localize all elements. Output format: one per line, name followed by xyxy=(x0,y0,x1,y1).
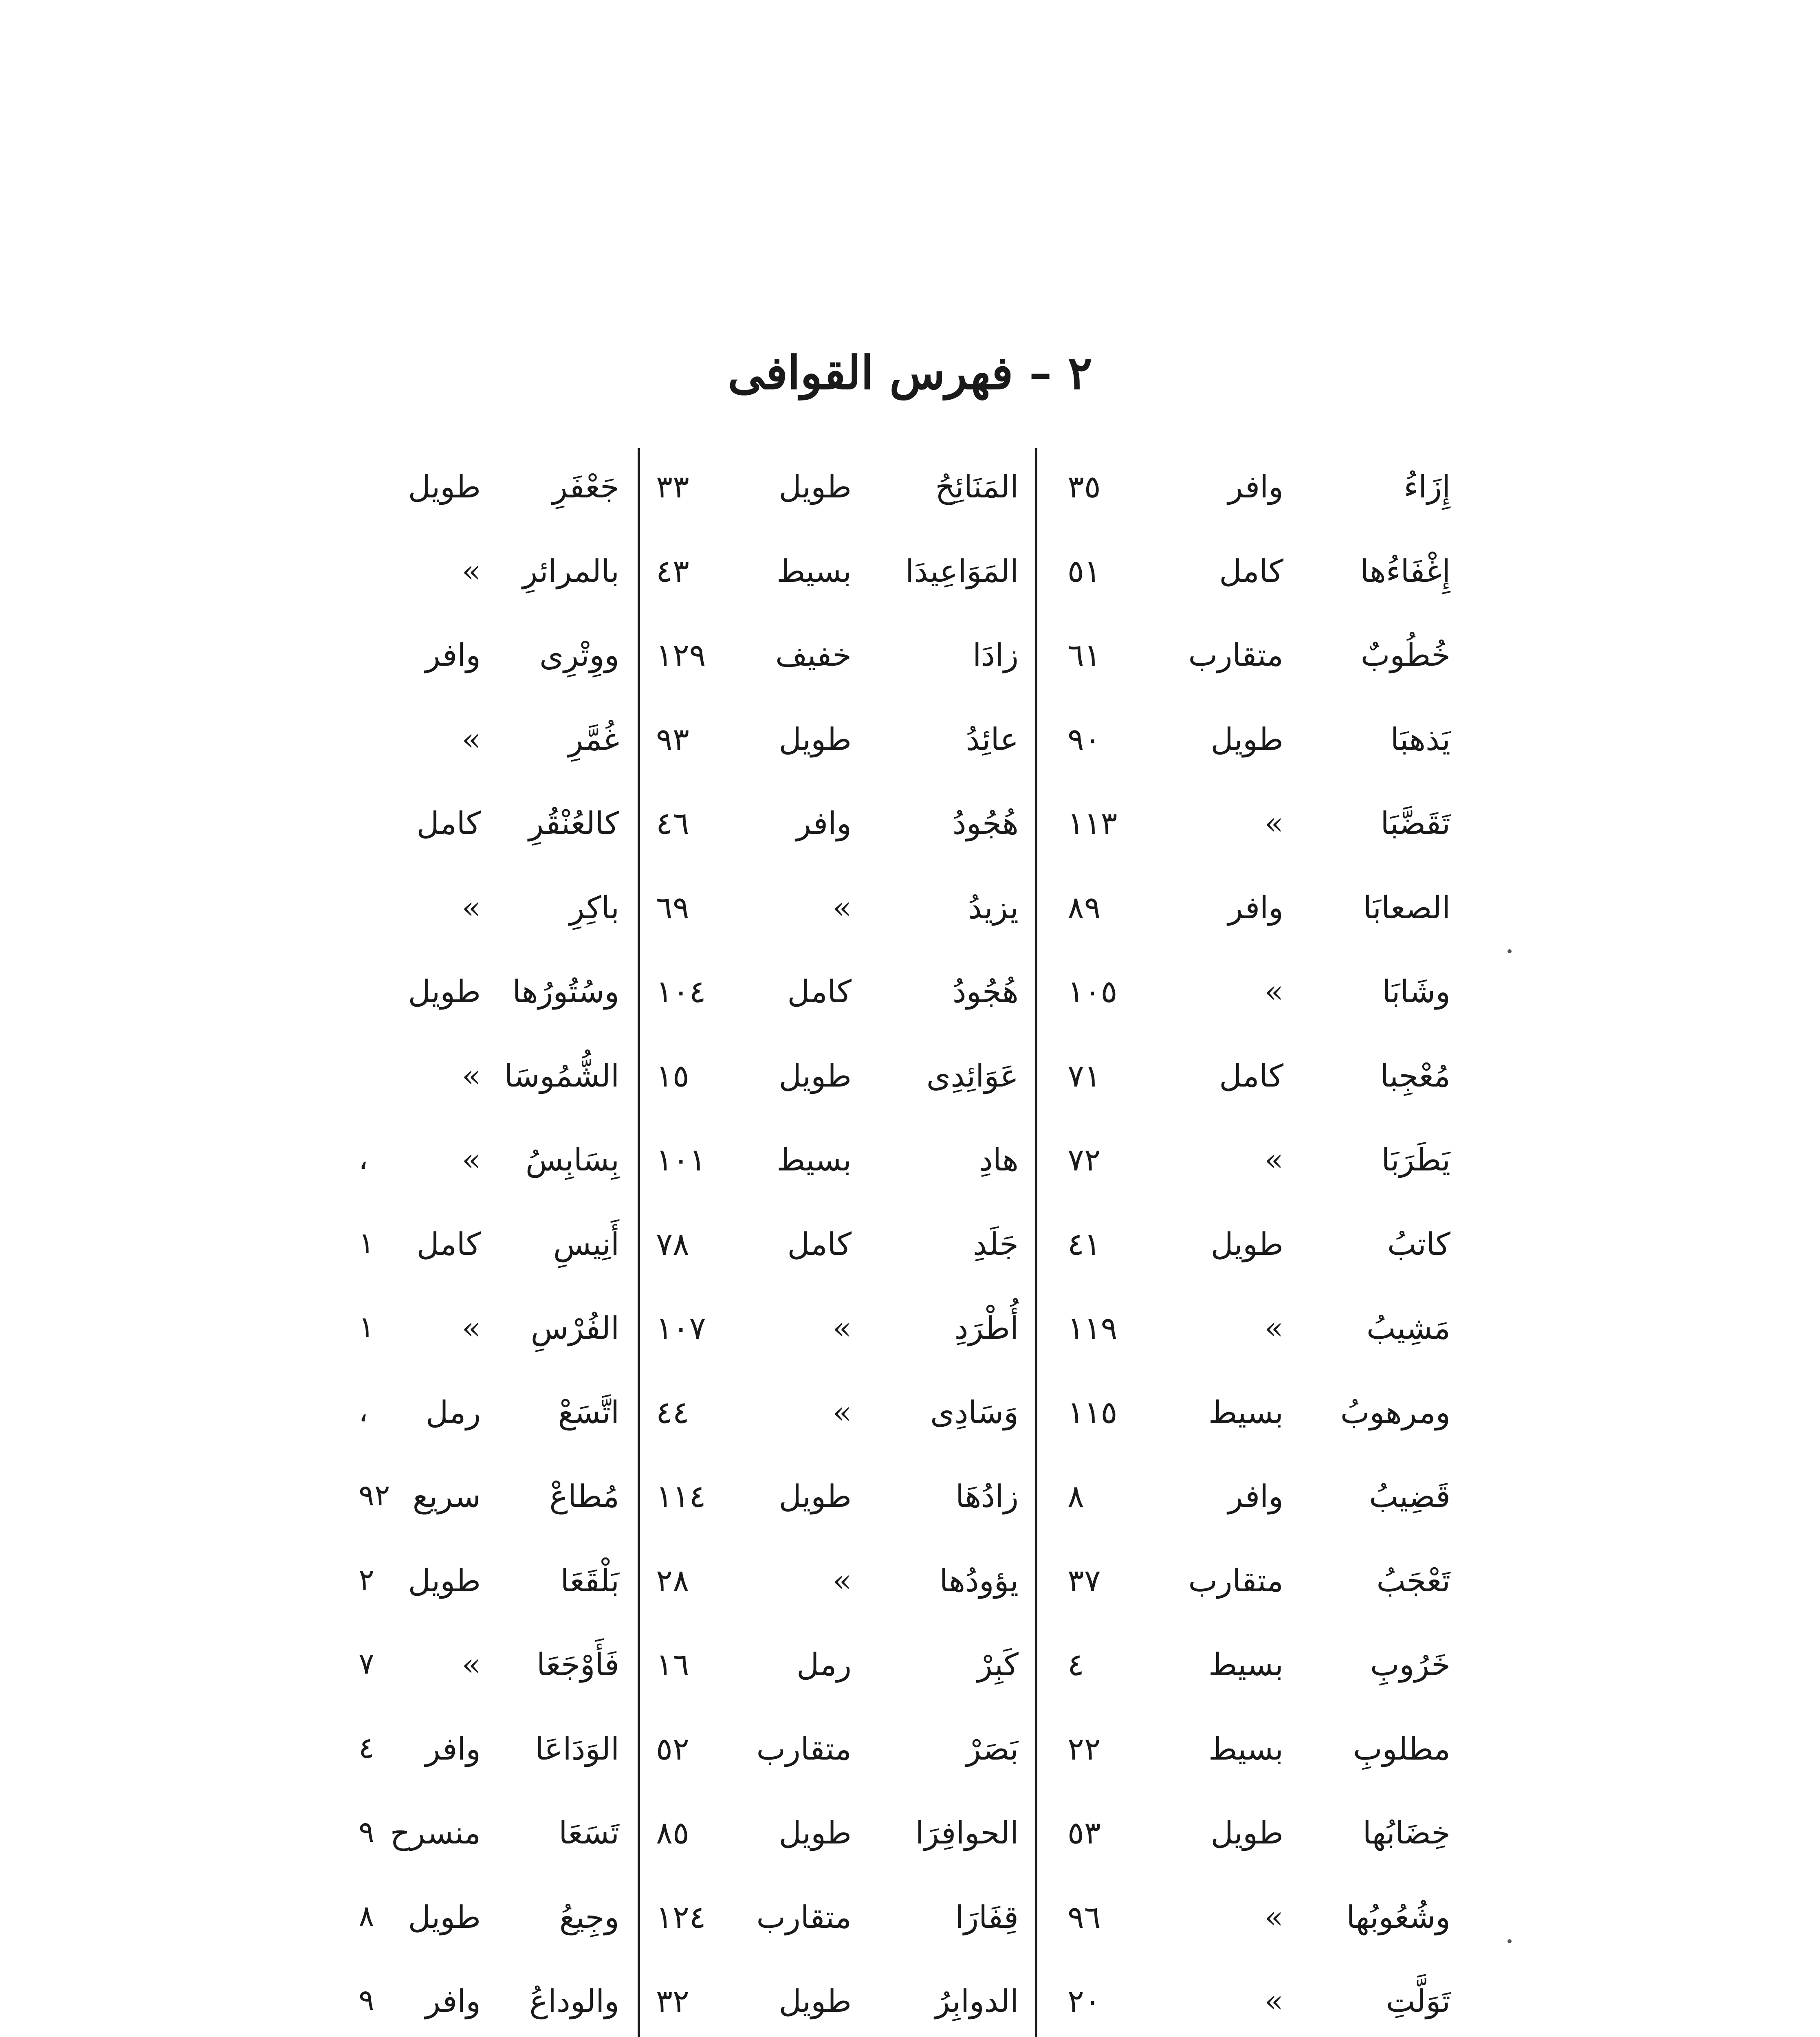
poem-number: ٢٨ xyxy=(656,1562,689,1599)
index-entry xyxy=(1051,448,1459,532)
margin-number-row xyxy=(359,1037,407,1122)
rhyme-word: يَذهبَا xyxy=(1390,721,1450,757)
index-entry xyxy=(644,1037,1027,1122)
meter-name: طويل xyxy=(779,1057,852,1094)
meter-name: طويل xyxy=(779,1478,852,1514)
rhyme-word: أَنِيسِ xyxy=(553,1225,619,1262)
index-entry xyxy=(644,1710,1027,1795)
index-entry xyxy=(1051,1794,1459,1879)
meter-name: » xyxy=(462,721,481,757)
index-entry xyxy=(644,1374,1027,1458)
index-entry xyxy=(644,785,1027,869)
poem-number: ٨٥ xyxy=(656,1815,689,1851)
poem-number: ، xyxy=(359,1142,368,1176)
rhyme-word: باكِرِ xyxy=(569,889,619,926)
meter-name: متقارب xyxy=(756,1730,852,1767)
meter-name: طويل xyxy=(1210,1225,1283,1262)
meter-name: » xyxy=(1264,1983,1283,2019)
meter-name: وافر xyxy=(425,1983,481,2019)
meter-name: طويل xyxy=(408,469,481,505)
meter-name: » xyxy=(462,1142,481,1178)
index-entry xyxy=(1051,1037,1459,1122)
rhyme-word: عَوَائِدِى xyxy=(926,1057,1019,1094)
meter-name: وافر xyxy=(1228,469,1283,505)
meter-name: متقارب xyxy=(756,1898,852,1935)
meter-name: خفيف xyxy=(775,637,852,673)
page-title: ٢ – فهرس القوافى xyxy=(728,346,1092,400)
rhyme-word: يَطَرَبَا xyxy=(1381,1142,1450,1178)
poem-number: ١٢٩ xyxy=(656,637,706,673)
rhyme-word: قَضِيبُ xyxy=(1369,1478,1450,1514)
rhyme-word: وشُعُوبُها xyxy=(1346,1898,1450,1935)
meter-name: » xyxy=(462,1646,481,1683)
rhyme-word: تَوَلَّتِ xyxy=(1386,1983,1450,2019)
meter-name: » xyxy=(462,889,481,926)
meter-name: بسيط xyxy=(1208,1730,1283,1767)
index-entry xyxy=(1051,953,1459,1037)
rhyme-word: بَلْقَعَا xyxy=(560,1562,619,1599)
meter-name: » xyxy=(832,889,852,926)
meter-name: وافر xyxy=(1228,889,1283,926)
index-entry xyxy=(1051,1121,1459,1205)
column-divider xyxy=(1035,448,1037,2037)
rhyme-word: الفُرْسِ xyxy=(530,1310,619,1346)
meter-name: وافر xyxy=(1228,1478,1283,1514)
index-entry xyxy=(644,1794,1027,1879)
rhyme-word: الوَدَاعَا xyxy=(535,1730,619,1767)
poem-number: ١١٩ xyxy=(1067,1310,1118,1346)
poem-number: ٦٩ xyxy=(656,889,689,926)
rhyme-word: هادِ xyxy=(979,1142,1019,1178)
index-entry xyxy=(644,616,1027,701)
meter-name: طويل xyxy=(408,1562,481,1599)
margin-number-row xyxy=(359,701,407,785)
margin-number-row xyxy=(359,869,407,953)
poem-number: ١١٥ xyxy=(1067,1394,1118,1430)
margin-number-row xyxy=(359,1458,407,1542)
meter-name: كامل xyxy=(787,973,852,1010)
meter-name: » xyxy=(1264,1142,1283,1178)
meter-name: طويل xyxy=(408,973,481,1010)
margin-number-row xyxy=(359,1962,407,2037)
index-entry xyxy=(644,953,1027,1037)
margin-number-row xyxy=(359,1205,407,1290)
margin-number-row xyxy=(359,532,407,617)
margin-number-row xyxy=(359,1289,407,1374)
rhyme-word: جَلَدِ xyxy=(973,1225,1019,1262)
meter-name: رمل xyxy=(426,1394,481,1430)
poem-number: ٣٥ xyxy=(1067,469,1101,505)
margin-number-row xyxy=(359,1710,407,1795)
meter-name: وافر xyxy=(425,1730,481,1767)
rhyme-word: ومرهوبُ xyxy=(1340,1394,1450,1430)
poem-number: ٩٠ xyxy=(1067,721,1101,757)
meter-name: بسيط xyxy=(1208,1646,1283,1683)
meter-name: كامل xyxy=(787,1225,852,1262)
poem-number: ١٢٤ xyxy=(656,1898,706,1935)
index-entry xyxy=(644,701,1027,785)
index-entry xyxy=(644,1205,1027,1290)
poem-number: ٢٠ xyxy=(1067,1983,1101,2019)
meter-name: وافر xyxy=(796,805,852,841)
poem-number: ٣٣ xyxy=(656,469,689,505)
poem-number: ٩٢ xyxy=(359,1478,390,1512)
poem-number: ١٠١ xyxy=(656,1142,706,1178)
poem-number: ١١٤ xyxy=(656,1478,706,1514)
rhyme-word: بالمرائرِ xyxy=(522,552,619,589)
index-entry xyxy=(1051,1458,1459,1542)
poem-number: ١١٣ xyxy=(1067,805,1118,841)
poem-number: ١ xyxy=(359,1310,374,1344)
meter-name: طويل xyxy=(408,1898,481,1935)
poem-number: ٤ xyxy=(1067,1646,1084,1683)
meter-name: كامل xyxy=(416,805,481,841)
rhyme-word: هُجُودُ xyxy=(952,973,1019,1010)
meter-name: طويل xyxy=(1210,1815,1283,1851)
index-entry xyxy=(1051,616,1459,701)
meter-name: منسرح xyxy=(390,1815,481,1851)
rhyme-word: كاتبُ xyxy=(1387,1225,1450,1262)
index-entry xyxy=(1051,701,1459,785)
poem-number: ، xyxy=(359,1394,368,1428)
index-entry xyxy=(1051,1879,1459,1963)
meter-name: كامل xyxy=(1219,552,1283,589)
index-entry xyxy=(644,869,1027,953)
scan-speck xyxy=(1507,949,1512,953)
poem-number: ٩٦ xyxy=(1067,1898,1101,1935)
meter-name: » xyxy=(462,1310,481,1346)
poem-number: ٤ xyxy=(359,1730,374,1765)
meter-name: » xyxy=(1264,805,1283,841)
poem-number: ٧ xyxy=(359,1646,374,1681)
index-entry xyxy=(644,1289,1027,1374)
meter-name: » xyxy=(832,1310,852,1346)
poem-number: ٤٤ xyxy=(656,1394,689,1430)
poem-number: ١٠٤ xyxy=(656,973,706,1010)
rhyme-word: فَأَوْجَعَا xyxy=(537,1646,619,1683)
meter-name: وافر xyxy=(425,637,481,673)
index-entry xyxy=(1051,532,1459,617)
index-entry xyxy=(1051,869,1459,953)
rhyme-word: كَبِرْ xyxy=(977,1646,1019,1683)
rhyme-word: غُمَّرِ xyxy=(568,721,619,757)
poem-number: ١٠٥ xyxy=(1067,973,1118,1010)
poem-number: ٤٦ xyxy=(656,805,689,841)
margin-number-row xyxy=(359,1879,407,1963)
rhyme-word: تَسَعَا xyxy=(559,1815,619,1851)
poem-number: ٢٢ xyxy=(1067,1730,1101,1767)
meter-name: طويل xyxy=(779,1815,852,1851)
margin-number-row xyxy=(359,1542,407,1626)
rhyme-word: هُجُودُ xyxy=(952,805,1019,841)
index-entry xyxy=(644,1121,1027,1205)
index-entry xyxy=(1051,1626,1459,1710)
meter-name: كامل xyxy=(416,1225,481,1262)
poem-number: ٨ xyxy=(1067,1478,1084,1514)
index-entry xyxy=(1051,1542,1459,1626)
poem-number: ٩ xyxy=(359,1815,374,1849)
margin-number-row xyxy=(359,1794,407,1879)
poem-number: ٥١ xyxy=(1067,552,1101,589)
index-entry xyxy=(644,448,1027,532)
poem-number: ٥٣ xyxy=(1067,1815,1101,1851)
poem-number: ١٥ xyxy=(656,1057,689,1094)
index-entry xyxy=(644,1879,1027,1963)
rhyme-word: خَرُوبِ xyxy=(1370,1646,1450,1683)
rhyme-word: كالعُنْقُرِ xyxy=(528,805,619,841)
poem-number: ١٠٧ xyxy=(656,1310,706,1346)
rhyme-word: بِسَابِسُ xyxy=(525,1142,619,1178)
index-entry xyxy=(644,1626,1027,1710)
poem-number: ٧١ xyxy=(1067,1057,1101,1094)
index-entry xyxy=(1051,1205,1459,1290)
margin-number-row xyxy=(359,616,407,701)
index-column-1 xyxy=(1051,448,1459,2037)
rhyme-word: مُعْجِبا xyxy=(1380,1057,1450,1094)
meter-name: طويل xyxy=(779,469,852,505)
rhyme-word: إِغْفَاءُها xyxy=(1360,552,1450,589)
meter-name: » xyxy=(462,1057,481,1094)
margin-number-row xyxy=(359,448,407,532)
index-entry xyxy=(1051,1710,1459,1795)
poem-number: ٩٣ xyxy=(656,721,689,757)
rhyme-word: وجِيعُ xyxy=(559,1898,619,1935)
rhyme-word: مَشِيبُ xyxy=(1366,1310,1450,1346)
rhyme-word: أُطْرَدِ xyxy=(954,1310,1019,1346)
margin-number-row xyxy=(359,785,407,869)
rhyme-word: إِزَاءُ xyxy=(1404,469,1450,505)
meter-name: كامل xyxy=(1219,1057,1283,1094)
poem-number: ٨٩ xyxy=(1067,889,1101,926)
rhyme-word: اتَّسَعْ xyxy=(558,1394,619,1430)
rhyme-word: المَوَاعِيدَا xyxy=(905,552,1019,589)
index-entry xyxy=(644,1962,1027,2037)
rhyme-word: زادَا xyxy=(973,637,1019,673)
rhyme-word: والوداعُ xyxy=(529,1983,619,2019)
rhyme-word: خِضَابُها xyxy=(1362,1815,1450,1851)
poem-number: ٧٢ xyxy=(1067,1142,1101,1178)
scan-speck xyxy=(1507,1939,1512,1943)
margin-number-row xyxy=(359,1626,407,1710)
meter-name: متقارب xyxy=(1188,637,1283,673)
index-column-2 xyxy=(644,448,1027,2037)
rhyme-word: وشَابَا xyxy=(1382,973,1450,1010)
rhyme-word: الصعابَا xyxy=(1363,889,1450,926)
rhyme-word: خُطُوبٌ xyxy=(1360,637,1450,673)
meter-name: سريع xyxy=(412,1478,481,1514)
poem-number: ٢ xyxy=(359,1562,374,1597)
rhyme-word: وسُتُورُها xyxy=(512,973,619,1010)
meter-name: طويل xyxy=(1210,721,1283,757)
poem-number: ٣٢ xyxy=(656,1983,689,2019)
rhyme-word: مطلوبِ xyxy=(1353,1730,1450,1767)
meter-name: رمل xyxy=(797,1646,852,1683)
rhyme-word: عائِدُ xyxy=(966,721,1019,757)
rhyme-word: جَعْفَرِ xyxy=(552,469,619,505)
poem-number: ٨ xyxy=(359,1898,374,1933)
meter-name: » xyxy=(462,552,481,589)
column-divider xyxy=(638,448,640,2037)
meter-name: » xyxy=(1264,973,1283,1010)
meter-name: » xyxy=(832,1394,852,1430)
poem-number: ٣٧ xyxy=(1067,1562,1101,1599)
meter-name: بسيط xyxy=(776,552,852,589)
meter-name: » xyxy=(832,1562,852,1599)
meter-name: » xyxy=(1264,1310,1283,1346)
poem-number: ٩ xyxy=(359,1983,374,2017)
rhyme-word: زادُهَا xyxy=(955,1478,1019,1514)
poem-number: ٦١ xyxy=(1067,637,1101,673)
rhyme-word: بَصَرْ xyxy=(966,1730,1019,1767)
index-entry xyxy=(1051,1289,1459,1374)
index-entry xyxy=(644,1458,1027,1542)
margin-number-row xyxy=(359,1374,407,1458)
meter-name: طويل xyxy=(779,721,852,757)
rhyme-word: تَعْجَبُ xyxy=(1376,1562,1450,1599)
meter-name: طويل xyxy=(779,1983,852,2019)
index-entry xyxy=(644,532,1027,617)
rhyme-word: يؤودُها xyxy=(939,1562,1019,1599)
index-entry xyxy=(1051,1962,1459,2037)
poem-number: ١٦ xyxy=(656,1646,689,1683)
rhyme-word: الحوافِرَا xyxy=(915,1815,1019,1851)
margin-number-row xyxy=(359,953,407,1037)
poem-number: ٤١ xyxy=(1067,1225,1101,1262)
rhyme-word: قِفَارَا xyxy=(955,1898,1019,1935)
rhyme-word: المَنَائِحُ xyxy=(935,469,1019,505)
poem-number: ٤٣ xyxy=(656,552,689,589)
rhyme-word: الدوابِرُ xyxy=(935,1983,1019,2019)
margin-number-row xyxy=(359,1121,407,1205)
index-entry xyxy=(1051,785,1459,869)
rhyme-word: الشُّمُوسَا xyxy=(504,1057,619,1094)
poem-number: ٧٨ xyxy=(656,1225,689,1262)
meter-name: » xyxy=(1264,1898,1283,1935)
rhyme-word: يزيدُ xyxy=(968,889,1019,926)
index-entry xyxy=(644,1542,1027,1626)
meter-name: بسيط xyxy=(776,1142,852,1178)
index-entry xyxy=(1051,1374,1459,1458)
rhyme-word: وَسَادِى xyxy=(930,1394,1019,1430)
rhyme-word: تَقَضَّبَا xyxy=(1380,805,1450,841)
meter-name: متقارب xyxy=(1188,1562,1283,1599)
poem-number: ١ xyxy=(359,1225,374,1260)
rhyme-word: ووِتْرِى xyxy=(539,637,619,673)
rhyme-word: مُطاعْ xyxy=(549,1478,619,1514)
index-column-3-numbers xyxy=(359,448,407,2037)
meter-name: بسيط xyxy=(1208,1394,1283,1430)
poem-number: ٥٢ xyxy=(656,1730,689,1767)
